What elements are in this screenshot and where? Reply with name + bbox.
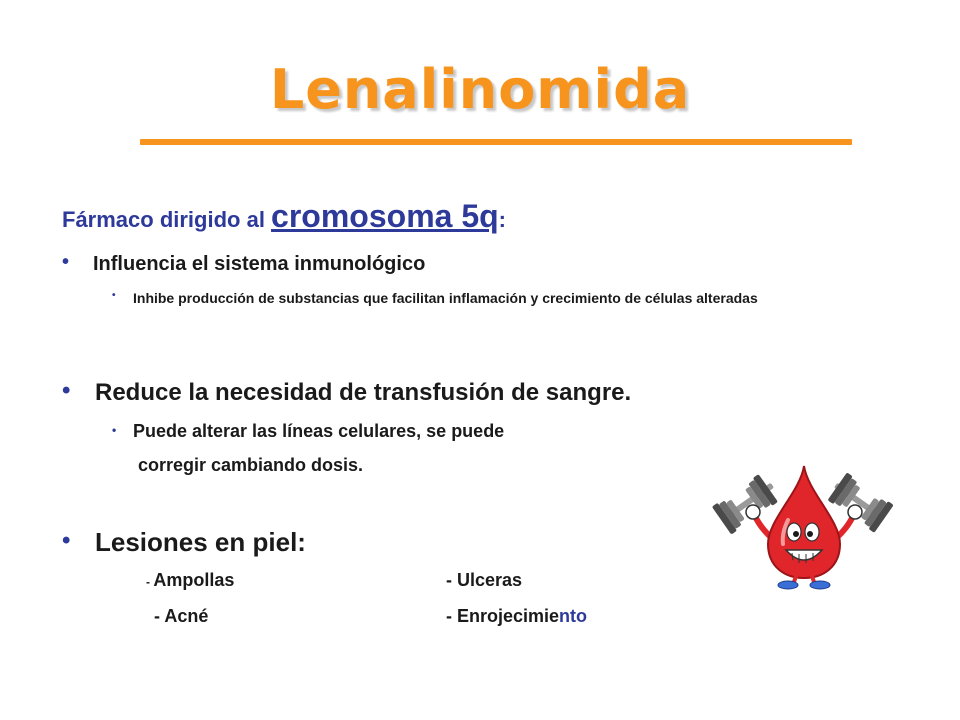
slide-title: Lenalinomida <box>269 58 691 121</box>
lesion-enrojecimiento-part2: nto <box>559 606 588 626</box>
bullet-dot-2: • <box>62 377 71 404</box>
bullet-1-subtext: Inhibe producción de substancias que facilitan inflamación y crecimiento de células alteradas <box>133 290 758 306</box>
lesion-item-ampollas <box>146 570 234 591</box>
lesion-enrojecimiento-part1: - Enrojecimie <box>446 606 560 626</box>
blood-drop-mascot-icon <box>712 462 896 590</box>
lesion-item-ulceras: - Ulceras <box>446 570 523 590</box>
sub-bullet-dot-1: • <box>112 290 116 301</box>
right-dumbbell-icon <box>826 471 894 533</box>
bullet-3-text: Lesiones en piel: <box>95 527 306 557</box>
bullet-dot-3: • <box>62 527 71 554</box>
bullet-2-subtext-line1: Puede alterar las líneas celulares, se puede <box>133 421 505 441</box>
left-dumbbell-icon <box>712 471 782 534</box>
bullet-dot-1: • <box>62 251 70 273</box>
bullet-1-text: Influencia el sistema inmunológico <box>93 253 426 275</box>
subtitle-prefix: Fármaco dirigido al <box>62 207 272 232</box>
lesion-item-acne: - Acné <box>154 606 209 626</box>
lesion-ampollas-label: Ampollas <box>153 570 235 590</box>
bullet-2-text: Reduce la necesidad de transfusión de sangre. <box>95 379 632 406</box>
sub-bullet-dot-2: • <box>112 423 117 437</box>
title-underline <box>140 139 852 145</box>
lesion-item-enrojecimiento <box>446 606 587 627</box>
bullet-2-subtext-line2: corregir cambiando dosis. <box>138 455 364 475</box>
subtitle-suffix: : <box>498 207 506 232</box>
lesion-dash: - <box>146 575 154 589</box>
slide-subtitle <box>62 198 506 235</box>
subtitle-highlight: cromosoma 5q <box>271 198 499 234</box>
